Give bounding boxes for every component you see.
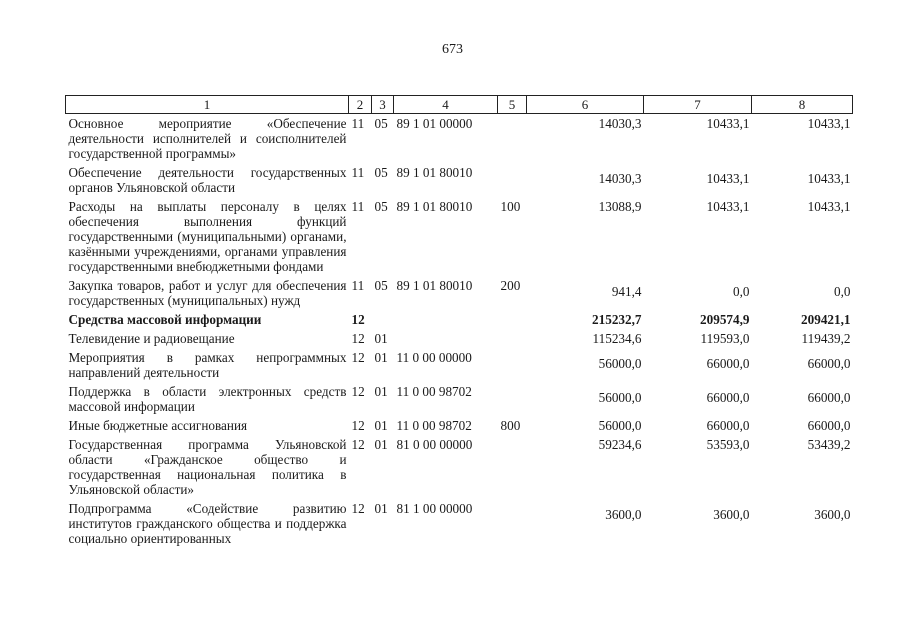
amount-col-8: 3600,0 <box>814 507 851 522</box>
amount-col-6: 115234,6 <box>592 331 642 346</box>
row-name: Подпрограмма «Содействие развитию институтов гражданского общества и поддержка социально ориентированных <box>68 501 347 546</box>
table-row <box>66 329 853 348</box>
table-row <box>66 499 853 548</box>
subsection-code: 01 <box>374 501 388 516</box>
row-name: Поддержка в области электронных средств массовой информации <box>68 384 347 414</box>
amount-col-7: 66000,0 <box>706 390 750 405</box>
table-row <box>66 163 853 197</box>
target-article-code: 89 1 01 80010 <box>396 199 473 214</box>
table-row <box>66 197 853 276</box>
amount-col-8: 10433,1 <box>807 171 851 186</box>
expense-type-code: 800 <box>500 418 521 433</box>
table-row <box>66 276 853 310</box>
amount-col-8: 10433,1 <box>807 116 851 131</box>
amount-col-8: 66000,0 <box>807 356 851 371</box>
amount-col-6: 14030,3 <box>598 116 642 131</box>
target-article-code: 89 1 01 00000 <box>396 116 473 131</box>
section-code: 12 <box>351 501 365 516</box>
amount-col-8: 66000,0 <box>807 418 851 433</box>
header-row <box>66 96 853 114</box>
column-header-6: 6 <box>527 96 644 114</box>
row-name: Телевидение и радиовещание <box>68 331 235 346</box>
subsection-code <box>372 310 394 329</box>
expense-type-code <box>498 310 527 329</box>
amount-col-7: 66000,0 <box>706 418 750 433</box>
amount-col-8: 119439,2 <box>801 331 851 346</box>
section-code: 11 <box>351 116 365 131</box>
row-name: Обеспечение деятельности государственных органов Ульяновской области <box>68 165 347 195</box>
budget-table <box>65 95 853 548</box>
target-article-code <box>394 310 498 329</box>
amount-col-6: 215232,7 <box>592 312 642 327</box>
table-row <box>66 310 853 329</box>
table-row <box>66 114 853 164</box>
amount-col-7: 53593,0 <box>706 437 750 452</box>
subsection-code: 05 <box>374 199 388 214</box>
amount-col-7: 10433,1 <box>706 199 750 214</box>
target-article-code: 81 0 00 00000 <box>396 437 473 452</box>
amount-col-7: 66000,0 <box>706 356 750 371</box>
section-code: 12 <box>351 418 365 433</box>
column-header-8: 8 <box>752 96 853 114</box>
amount-col-6: 3600,0 <box>605 507 642 522</box>
row-name: Государственная программа Ульяновской области «Гражданское общество и государственная национальная политика в Ульяновской области» <box>68 437 347 497</box>
column-header-5: 5 <box>498 96 527 114</box>
amount-col-8: 66000,0 <box>807 390 851 405</box>
amount-col-6: 56000,0 <box>598 390 642 405</box>
table-body <box>66 114 853 549</box>
subsection-code: 01 <box>374 437 388 452</box>
expense-type-code <box>498 382 527 416</box>
amount-col-6: 59234,6 <box>598 437 642 452</box>
section-code: 12 <box>351 437 365 452</box>
subsection-code: 05 <box>374 278 388 293</box>
subsection-code: 01 <box>374 418 388 433</box>
row-name: Мероприятия в рамках непрограммных направлений деятельности <box>68 350 347 380</box>
section-code: 11 <box>351 165 365 180</box>
expense-type-code: 200 <box>500 278 521 293</box>
section-code: 11 <box>351 278 365 293</box>
column-header-4: 4 <box>394 96 498 114</box>
row-name: Основное мероприятие «Обеспечение деятельности исполнителей и соисполнителей государственной программы» <box>68 116 347 161</box>
row-name: Расходы на выплаты персоналу в целях обеспечения выполнения функций государственными (муниципальными) органами, казёнными учреждениями, органами управления государственными внебюджетными фондами <box>68 199 347 274</box>
section-code: 12 <box>351 331 365 346</box>
amount-col-8: 53439,2 <box>807 437 851 452</box>
page-number: 673 <box>442 42 463 57</box>
expense-type-code: 100 <box>500 199 521 214</box>
amount-col-8: 10433,1 <box>807 199 851 214</box>
table-row <box>66 435 853 499</box>
amount-col-7: 0,0 <box>733 284 750 299</box>
amount-col-6: 941,4 <box>611 284 642 299</box>
expense-type-code <box>498 499 527 548</box>
amount-col-7: 3600,0 <box>713 507 750 522</box>
row-name: Закупка товаров, работ и услуг для обеспечения государственных (муниципальных) нужд <box>68 278 347 308</box>
section-code: 12 <box>351 350 365 365</box>
amount-col-7: 10433,1 <box>706 116 750 131</box>
expense-type-code <box>498 114 527 164</box>
subsection-code: 01 <box>374 331 388 346</box>
section-code: 11 <box>351 199 365 214</box>
amount-col-7: 119593,0 <box>700 331 750 346</box>
target-article-code <box>394 329 498 348</box>
amount-col-7: 10433,1 <box>706 171 750 186</box>
section-code: 12 <box>351 312 365 327</box>
subsection-code: 01 <box>374 384 388 399</box>
target-article-code: 81 1 00 00000 <box>396 501 473 516</box>
column-header-3: 3 <box>372 96 394 114</box>
column-header-2: 2 <box>349 96 372 114</box>
row-name: Иные бюджетные ассигнования <box>68 418 248 433</box>
amount-col-6: 56000,0 <box>598 418 642 433</box>
amount-col-8: 209421,1 <box>801 312 851 327</box>
subsection-code: 01 <box>374 350 388 365</box>
table-row <box>66 382 853 416</box>
target-article-code: 11 0 00 98702 <box>396 418 472 433</box>
target-article-code: 89 1 01 80010 <box>396 278 473 293</box>
column-header-1: 1 <box>66 96 349 114</box>
target-article-code: 11 0 00 98702 <box>396 384 472 399</box>
row-name: Средства массовой информации <box>68 312 262 327</box>
subsection-code: 05 <box>374 116 388 131</box>
amount-col-6: 56000,0 <box>598 356 642 371</box>
target-article-code: 11 0 00 00000 <box>396 350 472 365</box>
amount-col-6: 13088,9 <box>598 199 642 214</box>
subsection-code: 05 <box>374 165 388 180</box>
expense-type-code <box>498 163 527 197</box>
expense-type-code <box>498 348 527 382</box>
table-row <box>66 416 853 435</box>
amount-col-7: 209574,9 <box>700 312 750 327</box>
section-code: 12 <box>351 384 365 399</box>
amount-col-8: 0,0 <box>834 284 851 299</box>
amount-col-6: 14030,3 <box>598 171 642 186</box>
expense-type-code <box>498 329 527 348</box>
table-row <box>66 348 853 382</box>
column-header-7: 7 <box>644 96 752 114</box>
target-article-code: 89 1 01 80010 <box>396 165 473 180</box>
expense-type-code <box>498 435 527 499</box>
